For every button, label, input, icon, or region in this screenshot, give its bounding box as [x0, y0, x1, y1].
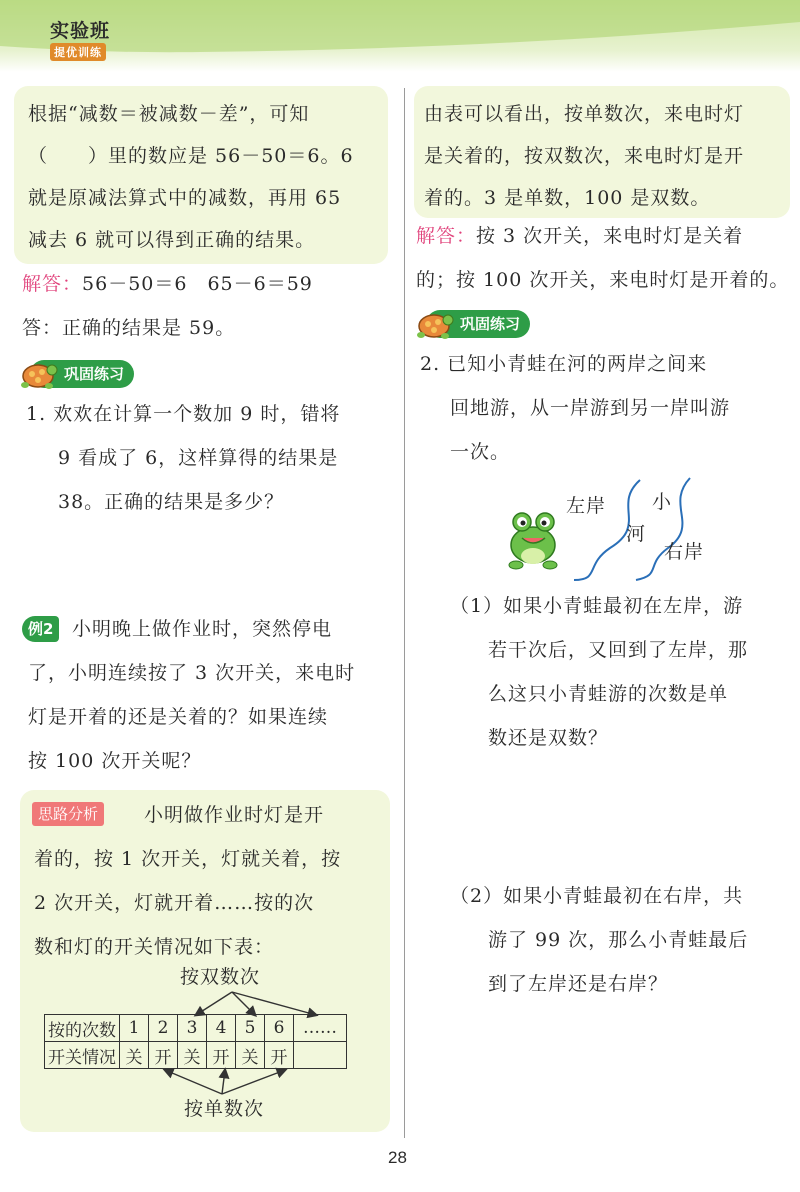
question-1-line: 若干次后，又回到了左岸，那: [488, 639, 749, 661]
practice-1-line: 1. 欢欢在计算一个数加 9 时，错将: [26, 403, 341, 425]
table-cell: 3: [178, 1015, 207, 1042]
answer-2-line: 的；按 100 次开关，来电时灯是开着的。: [416, 269, 790, 291]
idea-line: 着的，按 1 次开关，灯就关着，按: [34, 848, 342, 870]
example-line: 按 100 次开关呢？: [28, 750, 202, 772]
table-cell: 开: [207, 1042, 236, 1069]
idea-line: 2 次开关，灯就开着……按的次: [34, 892, 315, 914]
analysis-right-line: 是关着的，按双数次，来电时灯是开: [424, 145, 745, 167]
river-label-2: 河: [626, 523, 647, 545]
analysis-right-line: 着的。3 是单数，100 是双数。: [424, 187, 711, 209]
table-cell: 6: [265, 1015, 294, 1042]
table-cell: 4: [207, 1015, 236, 1042]
frog-icon: [509, 513, 557, 569]
practice-2-line: 2. 已知小青蛙在河的两岸之间来: [420, 353, 708, 375]
analysis-line: （ ）里的数应是 56－50＝6。6: [28, 145, 354, 167]
answer-conclusion: 答：正确的结果是 59。: [22, 317, 236, 339]
idea-badge: 思路分析: [32, 802, 104, 826]
practice-1-line: 38。正确的结果是多少？: [58, 491, 285, 513]
example-line: 小明晚上做作业时，突然停电: [72, 618, 333, 640]
answer-text: 按 3 次开关，来电时灯是关着: [476, 225, 744, 247]
river-label-1: 小: [652, 491, 673, 513]
table-cell: 开: [265, 1042, 294, 1069]
table-cell: 关: [178, 1042, 207, 1069]
table-cell: ……: [294, 1015, 347, 1042]
question-2-line: （2）如果小青蛙最初在右岸，共: [450, 885, 744, 907]
table-cell: 2: [149, 1015, 178, 1042]
idea-line: 小明做作业时灯是开: [144, 804, 325, 826]
idea-line: 数和灯的开关情况如下表：: [34, 936, 275, 958]
left-bank-label: 左岸: [566, 495, 607, 517]
analysis-line: 就是原减法算式中的减数，再用 65: [28, 187, 342, 209]
answer-text: 56－50＝6 65－6＝59: [82, 273, 313, 295]
table-bottom-label: 按单数次: [184, 1098, 265, 1120]
question-1-line: （1）如果小青蛙最初在左岸，游: [450, 595, 744, 617]
question-1-line: 么这只小青蛙游的次数是单: [488, 683, 729, 705]
page-number: 28: [388, 1148, 407, 1167]
question-1-line: 数还是双数？: [488, 727, 609, 749]
table-cell: 1: [120, 1015, 149, 1042]
analysis-right-line: 由表可以看出，按单数次，来电时灯: [424, 103, 745, 125]
question-2-line: 到了左岸还是右岸？: [488, 973, 669, 995]
example-line: 了，小明连续按了 3 次开关，来电时: [28, 662, 356, 684]
logo-title: 实验班: [50, 20, 111, 42]
table-cell: 开: [149, 1042, 178, 1069]
practice-1-line: 9 看成了 6，这样算得的结果是: [58, 447, 339, 469]
question-2-line: 游了 99 次，那么小青蛙最后: [488, 929, 749, 951]
table-row-header: 按的次数: [45, 1015, 120, 1042]
practice-2-line: 回地游，从一岸游到另一岸叫游: [450, 397, 731, 419]
table-cell: 5: [236, 1015, 265, 1042]
table-row-header: 开关情况: [45, 1042, 120, 1069]
table-cell: 关: [120, 1042, 149, 1069]
practice-badge-label: 巩固练习: [460, 315, 521, 333]
table-cell: 关: [236, 1042, 265, 1069]
analysis-line: 减去 6 就可以得到正确的结果。: [28, 229, 316, 251]
right-bank-label: 右岸: [664, 541, 705, 563]
logo-subtitle: 提优训练: [50, 43, 106, 61]
answer-label: 解答：: [416, 225, 477, 247]
analysis-line: 根据“减数＝被减数－差”，可知: [28, 103, 310, 125]
example-badge: 例2: [22, 616, 59, 642]
answer-label: 解答：: [22, 273, 83, 295]
table-top-label: 按双数次: [180, 966, 261, 988]
practice-2-line: 一次。: [450, 441, 511, 463]
example-line: 灯是开着的还是关着的？如果连续: [28, 706, 329, 728]
practice-badge-label: 巩固练习: [64, 365, 125, 383]
